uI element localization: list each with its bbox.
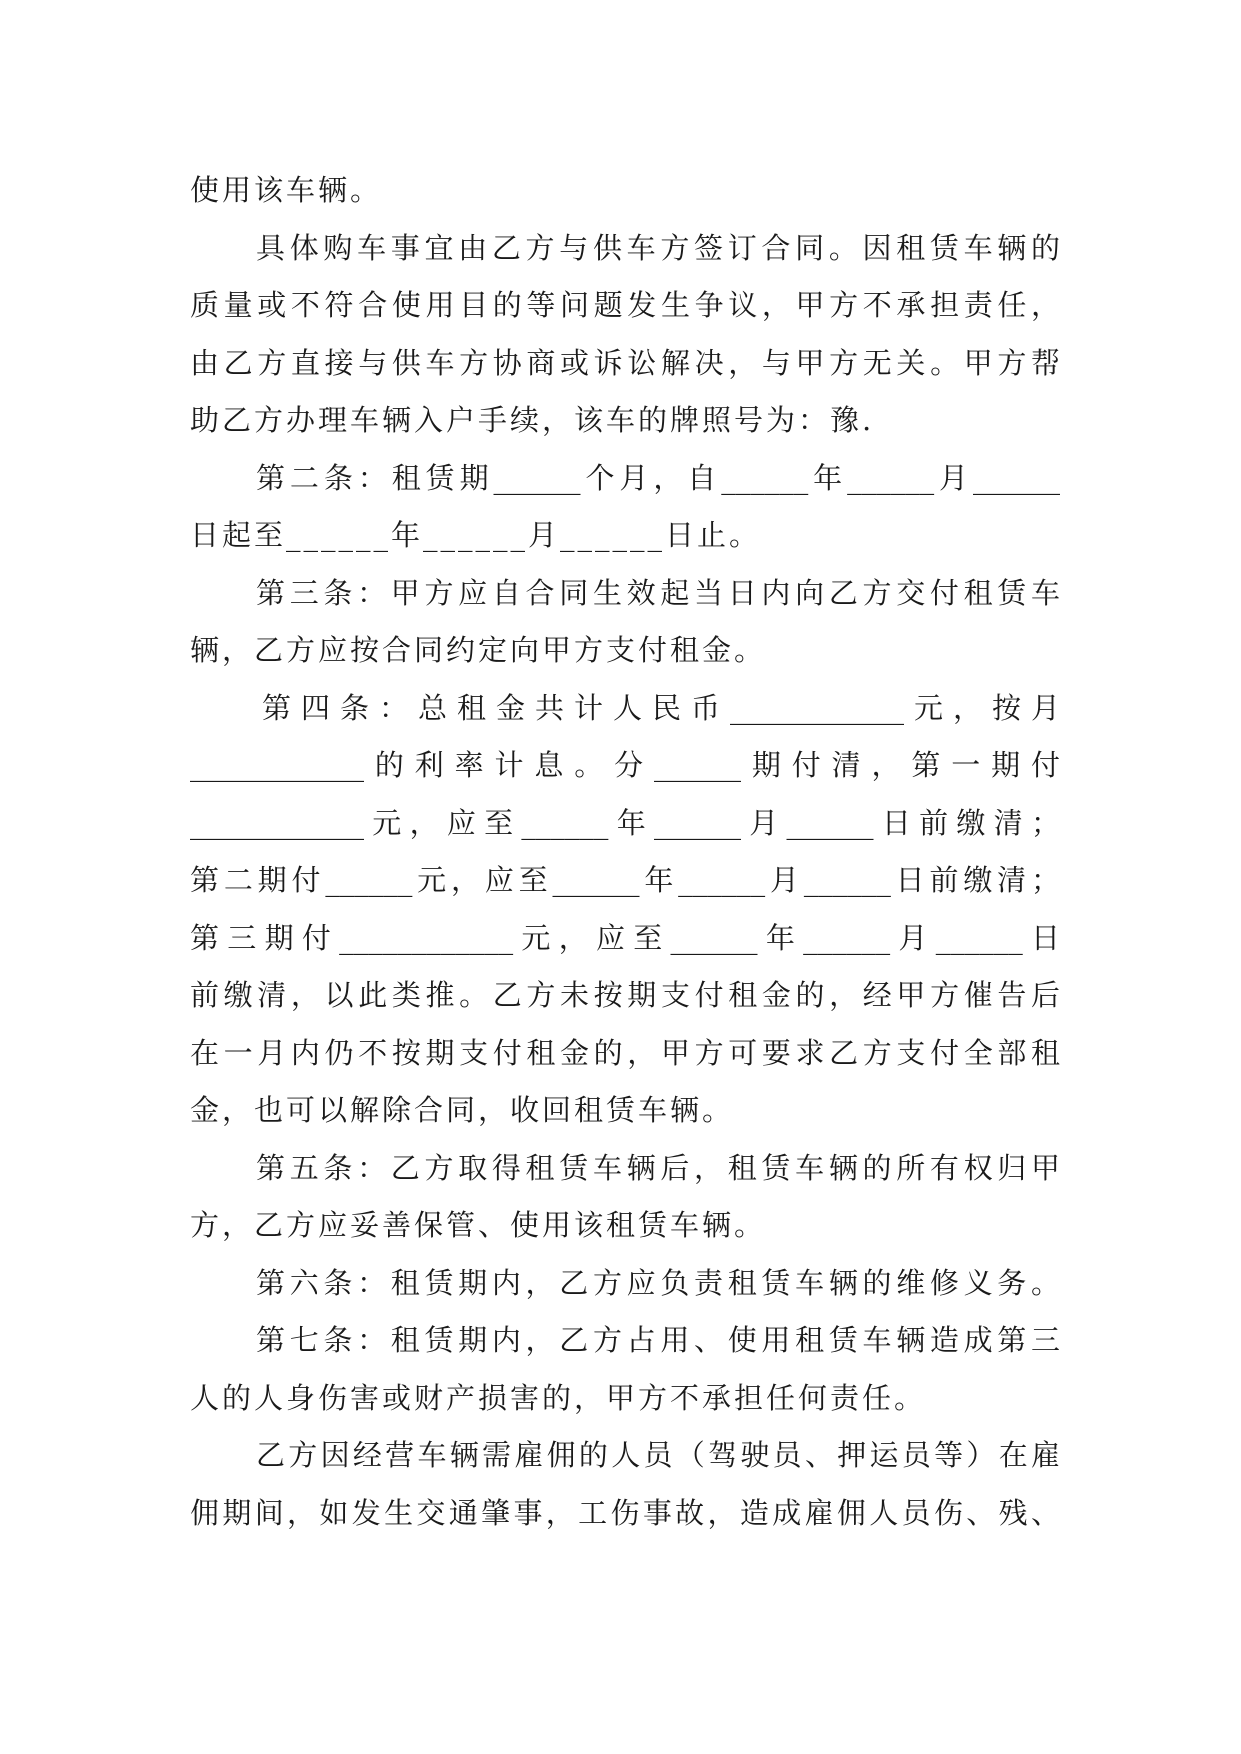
text-line: 第二条：租赁期______个月，自______年______月______	[256, 460, 1060, 495]
text-line: 使用该车辆。	[190, 173, 383, 207]
text-line: 第四条：总租金共计人民币____________元，按月	[262, 690, 1060, 725]
text-line: 前缴清，以此类推。乙方未按期支付租金的，经甲方催告后	[190, 978, 1060, 1012]
text-line: 第六条：租赁期内，乙方应负责租赁车辆的维修义务。	[256, 1265, 1060, 1300]
text-line: 由乙方直接与供车方协商或诉讼解决，与甲方无关。甲方帮	[190, 345, 1060, 380]
text-line: 佣期间，如发生交通肇事，工伤事故，造成雇佣人员伤、残、	[190, 1495, 1060, 1530]
text-line: ____________的利率计息。分______期付清，第一期付	[190, 748, 1060, 782]
text-line: 在一月内仍不按期支付租金的，甲方可要求乙方支付全部租	[190, 1035, 1060, 1070]
text-line: 助乙方办理车辆入户手续，该车的牌照号为：豫.	[190, 403, 875, 437]
document-body	[190, 162, 1060, 1542]
text-line: 金，也可以解除合同，收回租赁车辆。	[190, 1093, 735, 1127]
text-line: 具体购车事宜由乙方与供车方签订合同。因租赁车辆的	[256, 230, 1060, 265]
text-line: 第七条：租赁期内，乙方占用、使用租赁车辆造成第三	[256, 1323, 1060, 1357]
text-line: 日起至______年______月______日止。	[190, 518, 762, 552]
text-line: 方，乙方应妥善保管、使用该租赁车辆。	[190, 1208, 767, 1242]
text-line: 第五条：乙方取得租赁车辆后，租赁车辆的所有权归甲	[256, 1150, 1060, 1185]
text-line: ____________元，应至______年______月______日前缴清；	[190, 805, 1060, 840]
text-line: 第三条：甲方应自合同生效起当日内向乙方交付租赁车	[256, 575, 1060, 610]
text-line: 第二期付______元，应至______年______月______日前缴清；	[190, 863, 1060, 897]
text-line: 第三期付____________元，应至______年______月______日	[190, 920, 1060, 955]
text-line: 人的人身伤害或财产损害的，甲方不承担任何责任。	[190, 1380, 927, 1415]
text-line: 乙方因经营车辆需雇佣的人员（驾驶员、押运员等）在雇	[256, 1438, 1060, 1472]
text-line: 辆，乙方应按合同约定向甲方支付租金。	[190, 633, 767, 667]
text-line: 质量或不符合使用目的等问题发生争议，甲方不承担责任，	[190, 288, 1060, 322]
